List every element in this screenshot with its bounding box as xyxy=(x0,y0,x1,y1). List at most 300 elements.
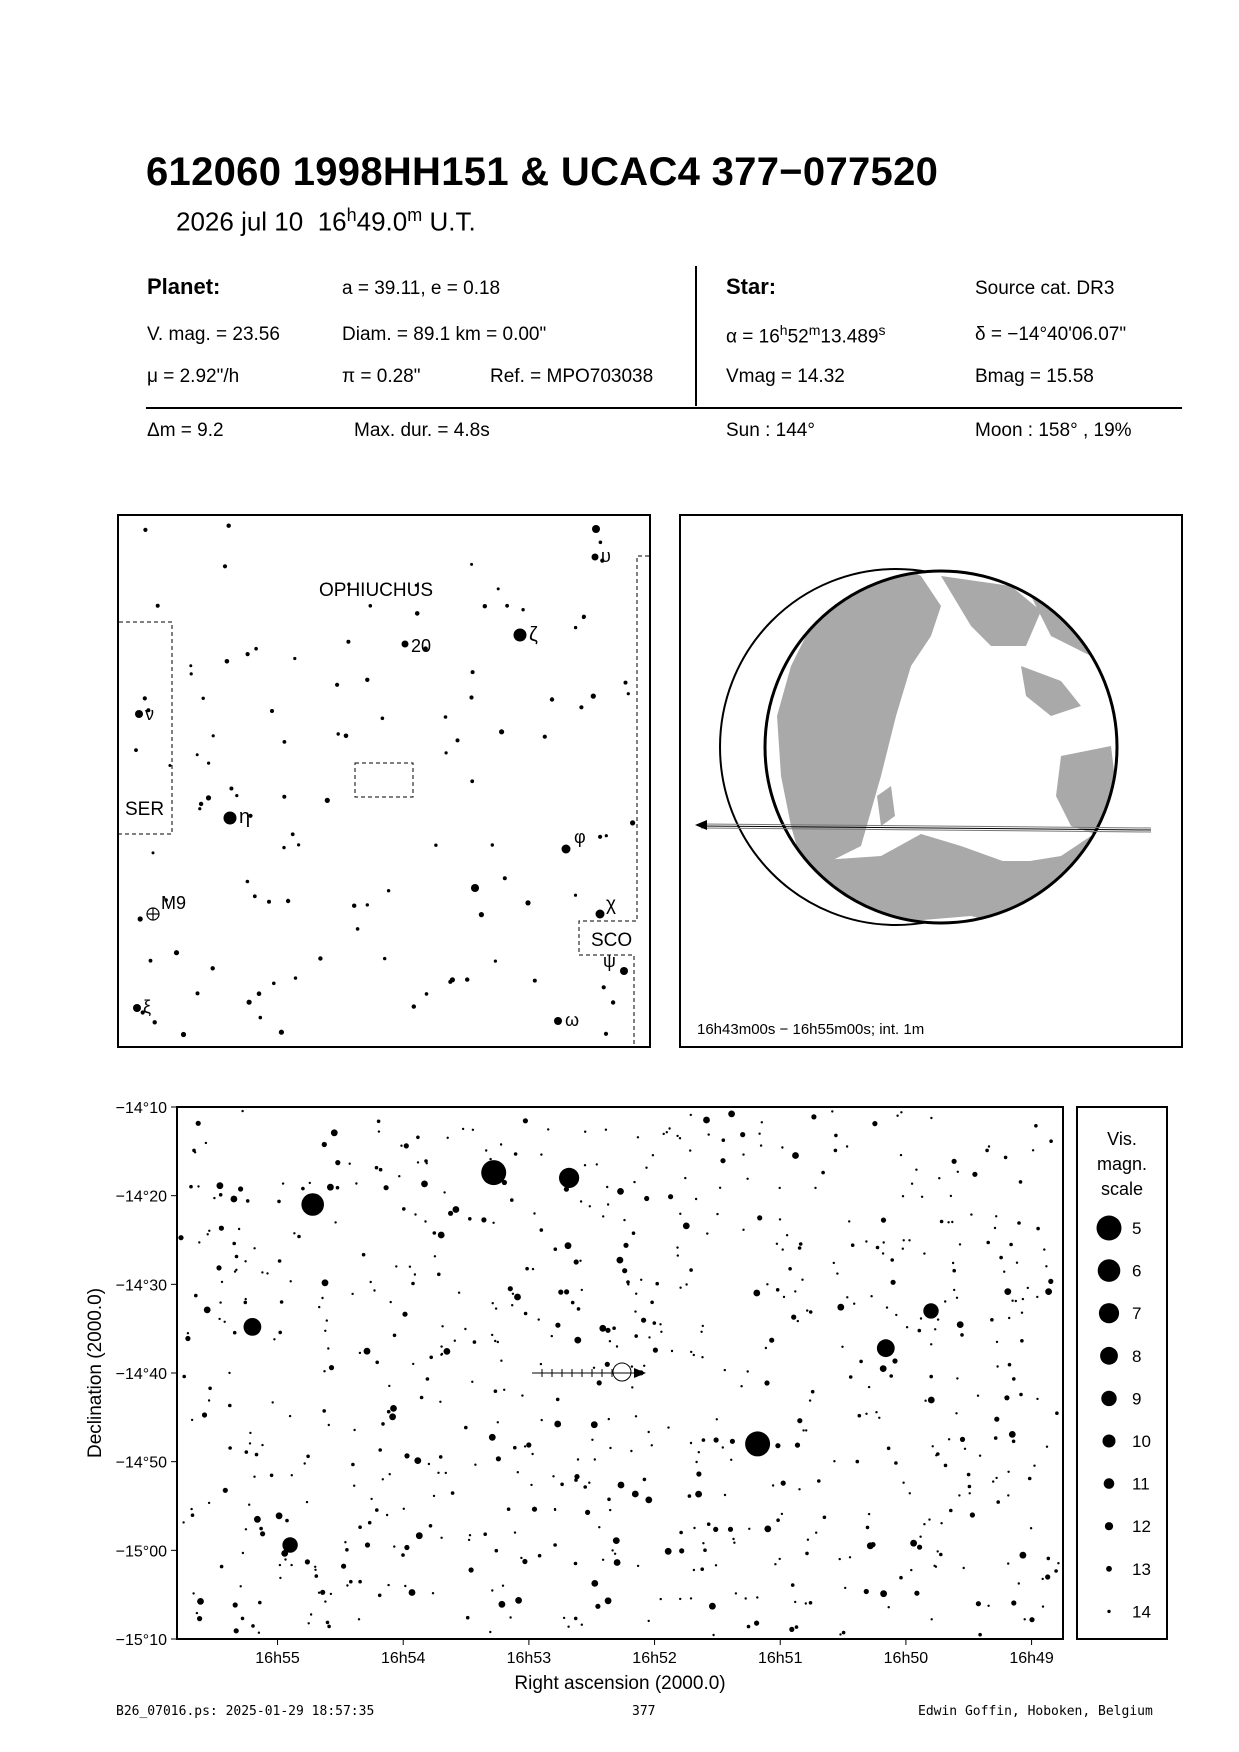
chart-star xyxy=(345,1548,349,1552)
chart-star xyxy=(638,1370,643,1375)
chart-star xyxy=(1029,1617,1034,1622)
chart-star xyxy=(844,1587,846,1589)
chart-star xyxy=(635,1415,637,1417)
finder-star xyxy=(143,696,147,700)
chart-star xyxy=(563,1617,565,1619)
chart-star xyxy=(1042,1605,1044,1607)
chart-star xyxy=(323,1370,325,1372)
chart-star xyxy=(1048,1279,1053,1284)
chart-star xyxy=(952,1269,956,1273)
chart-star xyxy=(742,1153,744,1155)
chart-star xyxy=(902,1482,904,1484)
chart-star xyxy=(567,1626,569,1628)
y-axis-label: Declination (2000.0) xyxy=(85,1287,106,1459)
finder-star xyxy=(156,604,160,608)
chart-star xyxy=(1016,1262,1018,1264)
chart-star xyxy=(444,1348,451,1355)
chart-star xyxy=(310,1613,312,1615)
chart-star xyxy=(795,1443,800,1448)
chart-star xyxy=(235,1255,239,1259)
chart-star xyxy=(760,1144,762,1146)
chart-star xyxy=(823,1516,827,1520)
star-label-omega: ω xyxy=(565,1010,580,1030)
chart-star xyxy=(883,1241,885,1243)
chart-star xyxy=(994,1227,996,1229)
finder-star xyxy=(246,652,250,656)
chart-star xyxy=(1012,1440,1016,1444)
chart-star xyxy=(393,1334,397,1338)
chart-star xyxy=(783,1296,785,1298)
chart-star xyxy=(205,1142,207,1144)
finder-star xyxy=(174,950,179,955)
chart-star xyxy=(554,1509,556,1511)
chart-star xyxy=(690,1114,692,1116)
star-label-xi: ξ xyxy=(143,997,152,1017)
chart-star xyxy=(846,1145,848,1147)
chart-star xyxy=(698,1451,700,1453)
finder-star xyxy=(282,795,286,799)
x-tick-label: 16h52 xyxy=(632,1650,677,1667)
chart-star xyxy=(219,1301,221,1303)
legend-mag-label: 9 xyxy=(1132,1389,1142,1409)
finder-star xyxy=(294,976,297,979)
chart-star xyxy=(278,1259,282,1263)
chart-star xyxy=(689,1268,693,1272)
chart-star xyxy=(671,1350,673,1352)
chart-star xyxy=(915,1169,917,1171)
chart-star xyxy=(648,1336,650,1338)
chart-star xyxy=(509,1616,511,1618)
chart-star xyxy=(512,1293,514,1295)
chart-star xyxy=(483,1532,487,1536)
finder-star xyxy=(253,894,257,898)
chart-star xyxy=(365,1542,370,1547)
chart-star xyxy=(416,1532,423,1539)
chart-star xyxy=(1008,1317,1010,1319)
m9-label: M9 xyxy=(161,893,187,913)
chart-star xyxy=(936,1452,940,1456)
chart-star xyxy=(1036,1296,1038,1298)
finder-star xyxy=(198,807,201,810)
chart-star xyxy=(766,1283,768,1285)
chart-star xyxy=(660,1331,662,1333)
bright-star xyxy=(877,1339,895,1357)
finder-star xyxy=(199,802,203,806)
chart-star xyxy=(677,1254,679,1256)
chart-star xyxy=(440,1537,442,1539)
chart-star xyxy=(591,1421,598,1428)
chart-star xyxy=(955,1412,957,1414)
finder-star xyxy=(257,991,262,996)
chart-star xyxy=(643,1365,645,1367)
finder-star xyxy=(279,1030,284,1035)
chart-star xyxy=(409,1589,416,1596)
chart-star xyxy=(393,1545,395,1547)
chart-star xyxy=(353,1429,355,1431)
chart-star xyxy=(917,1545,922,1550)
finder-star xyxy=(138,916,143,921)
chart-star xyxy=(485,1149,487,1151)
chart-star xyxy=(191,1513,195,1517)
chart-star xyxy=(440,1345,442,1347)
chart-star xyxy=(870,1295,872,1297)
chart-star xyxy=(390,1301,392,1303)
chart-star xyxy=(650,1301,654,1305)
chart-star xyxy=(920,1317,922,1319)
finder-star xyxy=(286,899,290,903)
star-label-zeta: ζ xyxy=(529,624,538,646)
chart-star xyxy=(494,1340,496,1342)
chart-star xyxy=(378,1130,380,1132)
chart-star xyxy=(216,1265,221,1270)
chart-star xyxy=(497,1421,499,1423)
chart-star xyxy=(403,1508,405,1510)
chart-star xyxy=(507,1507,511,1511)
chart-star xyxy=(659,1323,661,1325)
chart-star xyxy=(864,1589,869,1594)
finder-star xyxy=(211,966,215,970)
chart-star xyxy=(923,1252,925,1254)
chart-star xyxy=(245,1450,249,1454)
globe-caption: 16h43m00s − 16h55m00s; int. 1m xyxy=(697,1021,925,1038)
chart-star xyxy=(999,1256,1003,1260)
event-minute: 49.0 xyxy=(356,206,408,237)
chart-star xyxy=(970,1512,975,1517)
chart-star xyxy=(502,1180,507,1185)
chart-star xyxy=(202,1412,207,1417)
chart-star xyxy=(748,1528,750,1530)
chart-star xyxy=(228,1446,232,1450)
chart-star xyxy=(583,1485,587,1489)
chart-star xyxy=(514,1294,521,1301)
chart-star xyxy=(190,1508,192,1510)
chart-star xyxy=(707,1522,711,1526)
chart-star xyxy=(956,1377,958,1379)
chart-star xyxy=(892,1358,897,1363)
chart-star xyxy=(240,1585,242,1587)
chart-star xyxy=(270,1474,274,1478)
chart-star xyxy=(473,1340,477,1344)
chart-star xyxy=(1009,1431,1016,1438)
chart-star xyxy=(453,1206,460,1213)
chart-star xyxy=(814,1187,816,1189)
chart-star xyxy=(197,1598,204,1605)
chart-star xyxy=(301,1187,305,1191)
chart-star xyxy=(224,1321,226,1323)
x-tick-label: 16h51 xyxy=(757,1650,803,1667)
chart-star xyxy=(685,1283,687,1285)
chart-star xyxy=(817,1479,821,1483)
chart-star xyxy=(358,1618,360,1620)
chart-star xyxy=(618,1482,625,1489)
event-maxdur: Max. dur. = 4.8s xyxy=(354,420,490,441)
chart-star xyxy=(799,1242,803,1246)
chart-star xyxy=(447,1137,449,1139)
chart-star xyxy=(1045,1288,1052,1295)
chart-star xyxy=(866,1526,870,1530)
chart-star xyxy=(865,1240,867,1242)
chart-star xyxy=(458,1292,460,1294)
chart-star xyxy=(308,1622,310,1624)
chart-star xyxy=(1020,1552,1027,1559)
chart-star xyxy=(967,1473,971,1477)
chart-star xyxy=(643,1478,647,1482)
chart-star xyxy=(722,1138,726,1142)
chart-star xyxy=(924,1400,926,1402)
chart-star xyxy=(953,1289,955,1291)
chart-star xyxy=(683,1223,690,1230)
finder-star xyxy=(494,960,497,963)
chart-star xyxy=(623,1243,628,1248)
chart-star xyxy=(782,1248,784,1250)
chart-star xyxy=(969,1492,971,1494)
chart-star xyxy=(695,1461,697,1463)
chart-star xyxy=(1004,1156,1008,1160)
chart-star xyxy=(811,1390,815,1394)
chart-star xyxy=(858,1414,862,1418)
chart-star xyxy=(1004,1395,1009,1400)
chart-star xyxy=(433,1495,435,1497)
chart-star xyxy=(937,1318,939,1320)
chart-star xyxy=(923,1523,925,1525)
chart-star xyxy=(970,1213,972,1215)
chart-star xyxy=(900,1111,902,1113)
finder-star xyxy=(602,985,606,989)
finder-star xyxy=(611,1000,615,1004)
chart-star xyxy=(241,1617,245,1621)
chart-star xyxy=(208,1230,210,1232)
chart-star xyxy=(735,1592,737,1594)
x-tick-label: 16h50 xyxy=(883,1650,929,1667)
star-ra-s-unit: s xyxy=(878,322,886,338)
chart-star xyxy=(327,1184,334,1191)
chart-star xyxy=(602,1559,604,1561)
finder-star xyxy=(134,748,138,752)
chart-star xyxy=(888,1606,890,1608)
finder-star xyxy=(206,795,211,800)
chart-star xyxy=(952,1159,957,1164)
chart-star xyxy=(676,1246,678,1248)
legend-title-3: scale xyxy=(1100,1179,1144,1199)
chart-star xyxy=(758,1133,760,1135)
chart-star xyxy=(779,1187,781,1189)
finder-star xyxy=(212,734,215,737)
legend-dot xyxy=(1097,1216,1122,1241)
chart-star xyxy=(996,1500,1000,1504)
chart-star xyxy=(791,1315,796,1320)
star-dec: δ = −14°40'06.07" xyxy=(975,324,1127,345)
chart-star xyxy=(362,1253,366,1257)
planet-track xyxy=(532,1363,636,1381)
chart-star xyxy=(1054,1569,1058,1573)
chart-star xyxy=(492,1222,494,1224)
chart-star xyxy=(689,1149,691,1151)
chart-star xyxy=(730,1439,735,1444)
chart-star xyxy=(524,1312,528,1316)
chart-star xyxy=(280,1300,284,1304)
finder-star xyxy=(579,705,583,709)
chart-star xyxy=(910,1569,912,1571)
chart-star xyxy=(708,1133,710,1135)
chart-star xyxy=(648,1431,650,1433)
chart-star xyxy=(580,1200,582,1202)
chart-star xyxy=(388,1385,390,1387)
chart-star xyxy=(424,1159,428,1163)
legend-title-2: magn. xyxy=(1096,1154,1148,1174)
chart-star xyxy=(702,1542,704,1544)
finder-star xyxy=(550,697,554,701)
chart-star xyxy=(281,1550,288,1557)
chart-star xyxy=(502,1585,504,1587)
chart-star xyxy=(187,1332,189,1334)
chart-star xyxy=(373,1289,375,1291)
chart-star xyxy=(602,1215,604,1217)
planet-motion: μ = 2.92"/h xyxy=(147,366,240,387)
chart-star xyxy=(947,1221,949,1223)
finder-star xyxy=(624,681,628,685)
finder-star xyxy=(365,678,369,682)
chart-star xyxy=(541,1419,543,1421)
chart-star xyxy=(510,1198,514,1202)
chart-star xyxy=(732,1538,734,1540)
chart-star xyxy=(378,1594,382,1598)
chart-star xyxy=(349,1163,351,1165)
star-ra-m-unit: m xyxy=(808,322,821,338)
chart-star xyxy=(609,1509,611,1511)
chart-star xyxy=(571,1301,575,1305)
chart-star xyxy=(451,1491,455,1495)
chart-star xyxy=(598,1526,600,1528)
chart-star xyxy=(996,1341,998,1343)
chart-star xyxy=(798,1246,802,1250)
chart-star xyxy=(375,1508,379,1512)
chart-star xyxy=(322,1279,329,1286)
chart-star xyxy=(695,1198,697,1200)
chart-star xyxy=(693,1354,695,1356)
chart-star xyxy=(859,1360,863,1364)
footer-page: 377 xyxy=(632,1704,656,1719)
finder-star xyxy=(346,640,350,644)
chart-star xyxy=(740,1385,742,1387)
chart-star xyxy=(533,1212,535,1214)
finder-star xyxy=(207,762,210,765)
chart-star xyxy=(728,1111,735,1118)
chart-star xyxy=(593,1367,595,1369)
chart-star xyxy=(520,1557,522,1559)
chart-star xyxy=(614,1559,621,1566)
chart-star xyxy=(1036,1398,1038,1400)
chart-star xyxy=(746,1178,748,1180)
chart-star xyxy=(334,1221,336,1223)
finder-star xyxy=(470,779,474,783)
chart-star xyxy=(909,1492,911,1494)
table-divider-horizontal xyxy=(146,407,1182,409)
chart-star xyxy=(538,1318,540,1320)
chart-star xyxy=(500,1143,502,1145)
legend-dot xyxy=(1107,1610,1110,1613)
chart-star xyxy=(196,1121,201,1126)
chart-star xyxy=(834,1134,838,1138)
chart-star xyxy=(198,1241,200,1243)
chart-star xyxy=(472,1129,474,1131)
finder-star xyxy=(356,927,360,931)
chart-star xyxy=(1045,1574,1050,1579)
bright-star xyxy=(481,1160,506,1185)
chart-star xyxy=(514,1152,518,1156)
chart-star xyxy=(899,1576,903,1580)
chart-star xyxy=(574,1617,578,1621)
chart-star xyxy=(797,1320,799,1322)
chart-star xyxy=(344,1541,346,1543)
chart-star xyxy=(1004,1288,1011,1295)
chart-star xyxy=(693,1569,695,1571)
chart-star xyxy=(930,1343,932,1345)
chart-star xyxy=(667,1426,669,1428)
chart-star xyxy=(637,1565,639,1567)
chart-star xyxy=(938,1177,940,1179)
chart-star xyxy=(249,1432,251,1434)
chart-star xyxy=(1019,1393,1023,1397)
chart-star xyxy=(290,1564,292,1566)
finder-star xyxy=(335,683,339,687)
chart-star xyxy=(995,1215,997,1217)
chart-star xyxy=(182,1521,184,1523)
chart-star xyxy=(411,1282,415,1286)
finder-star xyxy=(425,992,429,996)
chart-star xyxy=(645,1167,647,1169)
bright-star xyxy=(244,1318,262,1336)
finder-star xyxy=(190,672,193,675)
chart-star xyxy=(196,1612,198,1614)
chart-star xyxy=(318,1306,320,1308)
chart-star xyxy=(1057,1562,1059,1564)
chart-star xyxy=(194,1294,198,1298)
chart-star xyxy=(918,1329,922,1333)
finder-star xyxy=(344,734,349,739)
chart-star xyxy=(416,1136,420,1140)
finder-star xyxy=(479,912,484,917)
chart-star xyxy=(358,1580,362,1584)
chart-star xyxy=(605,1597,612,1604)
finder-star xyxy=(202,697,205,700)
finder-star xyxy=(499,729,504,734)
chart-star xyxy=(1043,1248,1045,1250)
chart-star xyxy=(412,1363,414,1365)
chart-star xyxy=(305,1559,310,1564)
chart-star xyxy=(728,1527,733,1532)
chart-star xyxy=(702,1325,704,1327)
chart-star xyxy=(192,1149,196,1153)
chart-star xyxy=(957,1171,959,1173)
chart-star xyxy=(996,1365,998,1367)
chart-star xyxy=(553,1543,557,1547)
chart-star xyxy=(414,1213,416,1215)
legend-mag-label: 6 xyxy=(1132,1261,1142,1281)
chart-star xyxy=(964,1448,966,1450)
finder-star xyxy=(445,751,448,754)
chart-star xyxy=(644,1196,649,1201)
chart-star xyxy=(713,1527,718,1532)
chart-star xyxy=(596,1163,598,1165)
finder-star xyxy=(153,1020,157,1024)
chart-star xyxy=(742,1229,744,1231)
chart-star xyxy=(314,1569,316,1571)
chart-star xyxy=(524,1445,526,1447)
chart-star xyxy=(525,1267,529,1271)
chart-star xyxy=(495,1307,497,1309)
chart-star xyxy=(495,1549,499,1553)
chart-star xyxy=(540,1363,542,1365)
